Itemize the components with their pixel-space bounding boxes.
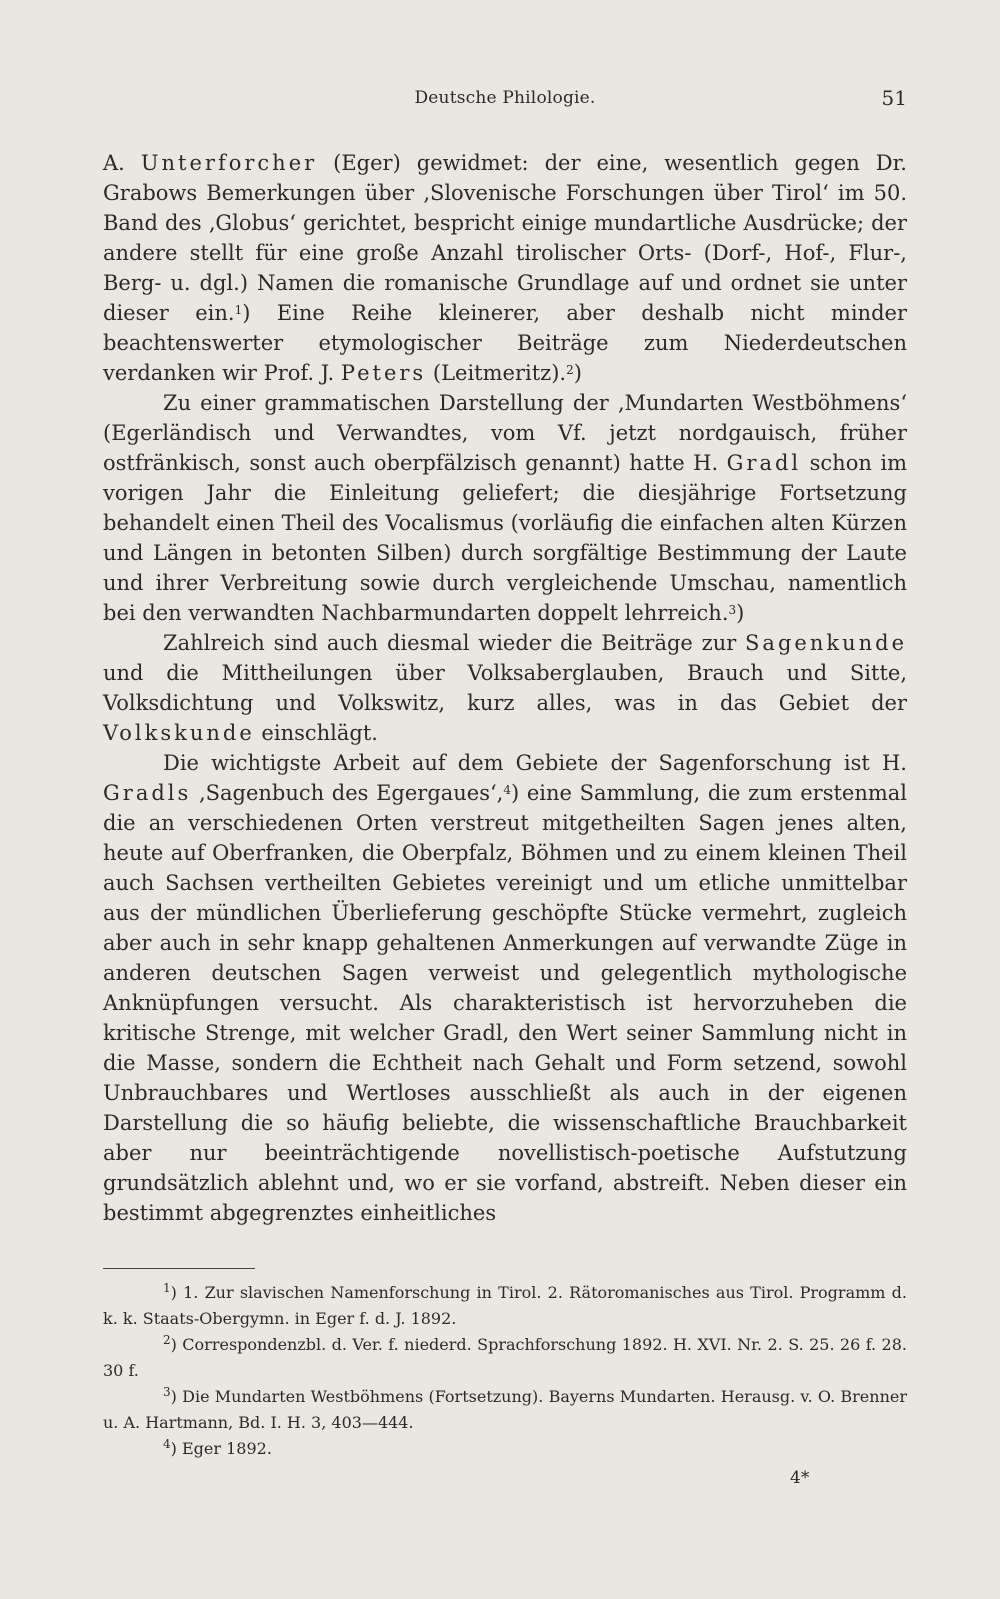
spaced-name: Peters <box>340 361 427 385</box>
text-run: Eine Reihe kleinerer, aber deshalb nicht minder beachtenswerter etymologischer Beiträge zum Niederdeutschen verdanken wir Prof. J. <box>103 301 907 385</box>
footnote-mark: 1 <box>163 1281 171 1295</box>
spaced-term: Sagenkunde <box>745 631 907 655</box>
footnote-text: Eger 1892. <box>176 1439 272 1458</box>
footnote-4: $^4$) Eger 1892. <box>163 1437 272 1458</box>
footnote-mark: 2 <box>163 1333 171 1347</box>
footnote-text: Die Mundarten Westböhmens (Fortsetzung). Bayerns Mundarten. Herausg. v. O. Brenner u. A. Hartmann, Bd. I. H. 3, 403—444. <box>103 1387 907 1432</box>
footnote-3: $^3$) Die Mundarten Westböhmens (Fortsetzung). Bayerns Mundarten. Herausg. v. O. Brenner u. A. Hartmann, Bd. I. H. 3, 403—444. <box>103 1385 907 1432</box>
text-run: (Leitmeritz). <box>426 361 567 385</box>
body-text <box>103 148 907 1228</box>
spaced-term: Volkskunde <box>103 721 255 745</box>
paragraph-1: A. Unterforcher (Eger) gewidmet: der eine, wesentlich gegen Dr. Grabows Bemerkungen über ‚Slovenische Forschungen über Tirol‘ im 50. Band des ‚Globus‘ gerichtet, bespricht einige mundartliche Ausdrücke; der andere stellt für eine große Anzahl tirolischer Orts- (Dorf-, Hof-, Flur-, Berg- u. dgl.) Namen die romanische Grundlage auf und ordnet sie unter dieser ein.$^1$) Eine Reihe kleinerer, aber deshalb nicht minder beachtenswerter etymologischer Beiträge zum Niederdeutschen verdanken wir Prof. J. Peters (Leitmeritz).$^2$) <box>103 151 907 385</box>
text-run: A. <box>103 151 141 175</box>
footnote-rule <box>103 1268 255 1269</box>
paragraph-3 <box>103 628 907 748</box>
footnote-ref: 4 <box>503 783 512 797</box>
footnote-text: Correspondenzbl. d. Ver. f. niederd. Sprachforschung 1892. H. XVI. Nr. 2. S. 25. 26 f. 28. 30 f. <box>103 1335 907 1380</box>
footnote-ref: 3 <box>728 603 737 617</box>
spaced-name: Gradls <box>103 781 192 805</box>
text-run: (Eger) gewidmet: der eine, wesentlich gegen Dr. Grabows Bemerkungen über ‚Slovenische Forschungen über Tirol‘ im 50. Band des ‚Globus‘ gerichtet, bespricht einige mundartliche Ausdrücke; der andere stellt für eine große Anzahl tirolischer Orts- (Dorf-, Hof-, Flur-, Berg- u. dgl.) Namen die romanische Grundlage auf und ordnet sie unter dieser ein. <box>103 151 907 325</box>
signature-mark: 4* <box>790 1468 810 1488</box>
paragraph-2: Zu einer grammatischen Darstellung der ‚Mundarten Westböhmens‘ (Egerländisch und Verwandtes, vom Vf. jetzt nordgauisch, früher ostfränkisch, sonst auch oberpfälzisch genannt) hatte H. Gradl schon im vorigen Jahr die Einleitung geliefert; die diesjährige Fortsetzung behandelt einen Theil des Vocalismus (vorläufig die einfachen alten Kürzen und Längen in betonten Silben) durch sorgfältige Bestimmung der Laute und ihrer Verbreitung sowie durch vergleichende Umschau, namentlich bei den verwandten Nachbarmundarten doppelt lehrreich.$^3$) <box>103 391 907 625</box>
text-run: Die wichtigste Arbeit auf dem Gebiete der Sagenforschung ist H. <box>163 751 907 775</box>
footnote-1: $^1$) 1. Zur slavischen Namenforschung in Tirol. 2. Rätoromanisches aus Tirol. Programm d. k. k. Staats-Obergymn. in Eger f. d. J. 1892. <box>103 1281 907 1328</box>
spaced-name: Gradl <box>726 451 802 475</box>
text-run: Zu einer grammatischen Darstellung der ‚Mundarten Westböhmens‘ (Egerländisch und Verwandtes, vom Vf. jetzt nordgauisch, früher ostfränkisch, sonst auch oberpfälzisch genannt) hatte H. <box>103 391 907 475</box>
text-run: ‚Sagenbuch des Egergaues‘, <box>191 781 504 805</box>
footnote-2: $^2$) Correspondenzbl. d. Ver. f. niederd. Sprachforschung 1892. H. XVI. Nr. 2. S. 25. 26 f. 28. 30 f. <box>103 1333 907 1380</box>
paragraph-4: Die wichtigste Arbeit auf dem Gebiete der Sagenforschung ist H. Gradls ‚Sagenbuch des Egergaues‘,$^4$) eine Sammlung, die zum erstenmal die an verschiedenen Orten verstreut mitgetheilten Sagen jenes alten, heute auf Oberfranken, die Oberpfalz, Böhmen und zu einem kleinen Theil auch Sachsen vertheilten Gebietes vereinigt und um etliche unmittelbar aus der mündlichen Überlieferung geschöpfte Stücke vermehrt, zugleich aber auch in sehr knapp gehaltenen Anmerkungen auf verwandte Züge in anderen deutschen Sagen verweist und gelegentlich mythologische Anknüpfungen versucht. Als charakteristisch ist hervorzuheben die kritische Strenge, mit welcher Gradl, den Wert seiner Sammlung nicht in die Masse, sondern die Echtheit nach Gehalt und Form setzend, sowohl Unbrauchbares und Wertloses ausschließt als auch in der eigenen Darstellung die so häufig beliebte, die wissenschaftliche Brauchbarkeit aber nur beeinträchtigende novellistisch-poetische Aufstutzung grundsätzlich ablehnt und, wo er sie vorfand, abstreift. Neben dieser ein bestimmt abgegrenztes einheitliches <box>103 751 908 1225</box>
footnotes <box>103 1280 907 1462</box>
spaced-name: Unterforcher <box>140 151 318 175</box>
footnote-mark: 3 <box>163 1385 171 1399</box>
page-number: 51 <box>881 86 907 110</box>
footnote-ref: 1 <box>234 303 243 317</box>
footnote-ref: 2 <box>566 363 574 377</box>
text-run: einschlägt. <box>254 721 378 745</box>
text-run: schon im vorigen Jahr die Einleitung geliefert; die diesjährige Fortsetzung behandelt einen Theil des Vocalismus (vorläufig die einfachen alten Kürzen und Längen in betonten Silben) durch sorgfältige Bestimmung der Laute und ihrer Verbreitung sowie durch vergleichende Umschau, namentlich bei den verwandten Nachbarmundarten doppelt lehrreich. <box>103 451 907 625</box>
running-head <box>103 88 907 118</box>
footnote-text: 1. Zur slavischen Namenforschung in Tirol. 2. Rätoromanisches aus Tirol. Programm d. k. k. Staats-Obergymn. in Eger f. d. J. 1892. <box>103 1283 907 1328</box>
running-title: Deutsche Philologie. <box>414 88 596 108</box>
footnote-mark: 4 <box>163 1437 171 1451</box>
text-run: Zahlreich sind auch diesmal wieder die Beiträge zur <box>163 631 746 655</box>
text-run: eine Sammlung, die zum erstenmal die an verschiedenen Orten verstreut mitgetheilten Sagen jenes alten, heute auf Oberfranken, die Oberpfalz, Böhmen und zu einem kleinen Theil auch Sachsen vertheilten Gebietes vereinigt und um etliche unmittelbar aus der mündlichen Überlieferung geschöpfte Stücke vermehrt, zugleich aber auch in sehr knapp gehaltenen Anmerkungen auf verwandte Züge in anderen deutschen Sagen verweist und gelegentlich mythologische Anknüpfungen versucht. Als charakteristisch ist hervorzuheben die kritische Strenge, mit welcher Gradl, den Wert seiner Sammlung nicht in die Masse, sondern die Echtheit nach Gehalt und Form setzend, sowohl Unbrauchbares und Wertloses ausschließt als auch in der eigenen Darstellung die so häufig beliebte, die wissenschaftliche Brauchbarkeit aber nur beeinträchtigende novellistisch-poetische Aufstutzung grundsätzlich ablehnt und, wo er sie vorfand, abstreift. Neben dieser ein bestimmt abgegrenztes einheitliches <box>103 781 908 1225</box>
text-run: und die Mittheilungen über Volksaberglauben, Brauch und Sitte, Volksdichtung und Volkswitz, kurz alles, was in das Gebiet der <box>103 661 907 715</box>
